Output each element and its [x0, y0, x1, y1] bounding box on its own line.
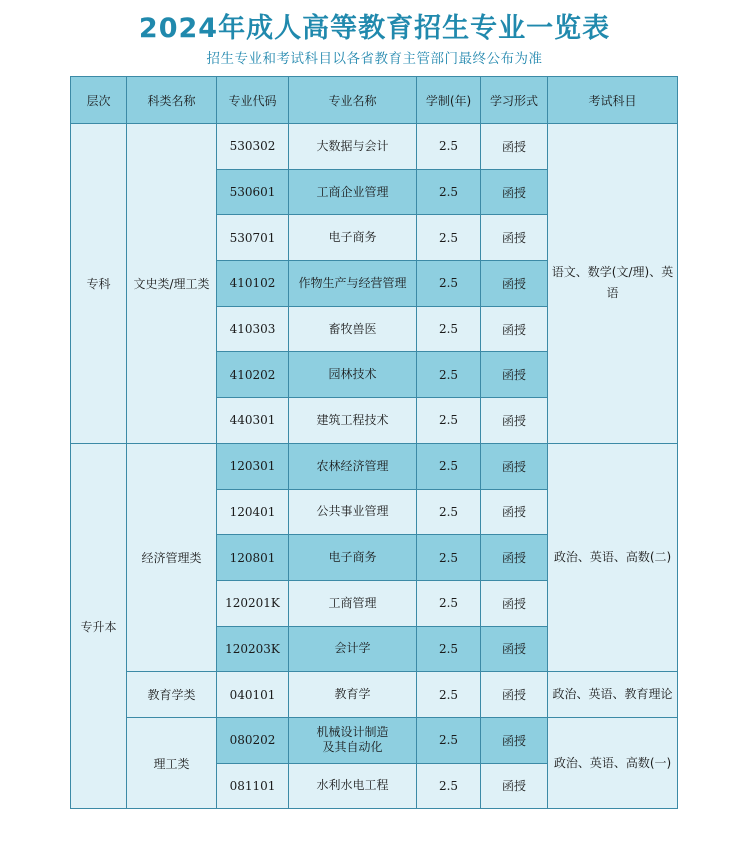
- page-subtitle: 招生专业和考试科目以各省教育主管部门最终公布为准: [206, 51, 543, 67]
- code-cell: 120801: [217, 535, 289, 581]
- subjects-cell: 语文、数学(文/理)、英语: [548, 124, 678, 444]
- major-cell: 电子商务: [289, 215, 417, 261]
- years-cell: 2.5: [417, 672, 481, 718]
- form-cell: 函授: [481, 443, 548, 489]
- major-cell: 园林技术: [289, 352, 417, 398]
- header-level: 层次: [71, 77, 127, 124]
- form-cell: 函授: [481, 763, 548, 809]
- major-cell: 农林经济管理: [289, 443, 417, 489]
- form-cell: 函授: [481, 489, 548, 535]
- code-cell: 120201K: [217, 580, 289, 626]
- years-cell: 2.5: [417, 535, 481, 581]
- years-cell: 2.5: [417, 352, 481, 398]
- years-cell: 2.5: [417, 215, 481, 261]
- header-category: 科类名称: [127, 77, 217, 124]
- years-cell: 2.5: [417, 626, 481, 672]
- years-cell: 2.5: [417, 763, 481, 809]
- category-cell: 经济管理类: [127, 443, 217, 671]
- form-cell: 函授: [481, 352, 548, 398]
- years-cell: 2.5: [417, 261, 481, 307]
- major-cell: 教育学: [289, 672, 417, 718]
- years-cell: 2.5: [417, 124, 481, 170]
- code-cell: 120401: [217, 489, 289, 535]
- header-form: 学习形式: [481, 77, 548, 124]
- category-cell: 理工类: [127, 717, 217, 808]
- header-major: 专业名称: [289, 77, 417, 124]
- form-cell: 函授: [481, 626, 548, 672]
- code-cell: 530601: [217, 169, 289, 215]
- form-cell: 函授: [481, 261, 548, 307]
- header-code: 专业代码: [217, 77, 289, 124]
- majors-table: [70, 76, 678, 809]
- major-cell: 工商管理: [289, 580, 417, 626]
- header-years: 学制(年): [417, 77, 481, 124]
- form-cell: 函授: [481, 398, 548, 444]
- table-row: [71, 717, 678, 763]
- code-cell: 410102: [217, 261, 289, 307]
- subjects-cell: 政治、英语、高数(一): [548, 717, 678, 808]
- major-cell: 作物生产与经营管理: [289, 261, 417, 307]
- table-header-row: [71, 77, 678, 124]
- form-cell: 函授: [481, 169, 548, 215]
- years-cell: 2.5: [417, 717, 481, 763]
- form-cell: 函授: [481, 535, 548, 581]
- table-row: [71, 443, 678, 489]
- major-cell: 电子商务: [289, 535, 417, 581]
- form-cell: 函授: [481, 306, 548, 352]
- table-row: [71, 124, 678, 170]
- code-cell: 530701: [217, 215, 289, 261]
- header-subjects: 考试科目: [548, 77, 678, 124]
- major-cell: 水利水电工程: [289, 763, 417, 809]
- form-cell: 函授: [481, 717, 548, 763]
- code-cell: 081101: [217, 763, 289, 809]
- years-cell: 2.5: [417, 398, 481, 444]
- years-cell: 2.5: [417, 169, 481, 215]
- code-cell: 410303: [217, 306, 289, 352]
- form-cell: 函授: [481, 215, 548, 261]
- code-cell: 440301: [217, 398, 289, 444]
- code-cell: 080202: [217, 717, 289, 763]
- table-row: [71, 672, 678, 718]
- form-cell: 函授: [481, 672, 548, 718]
- level-cell: 专科: [71, 124, 127, 444]
- subjects-cell: 政治、英语、高数(二): [548, 443, 678, 671]
- code-cell: 120203K: [217, 626, 289, 672]
- major-cell: 大数据与会计: [289, 124, 417, 170]
- years-cell: 2.5: [417, 489, 481, 535]
- major-cell: 畜牧兽医: [289, 306, 417, 352]
- years-cell: 2.5: [417, 443, 481, 489]
- major-cell: 机械设计制造 及其自动化: [289, 717, 417, 763]
- major-cell: 会计学: [289, 626, 417, 672]
- code-cell: 410202: [217, 352, 289, 398]
- code-cell: 040101: [217, 672, 289, 718]
- form-cell: 函授: [481, 124, 548, 170]
- form-cell: 函授: [481, 580, 548, 626]
- category-cell: 教育学类: [127, 672, 217, 718]
- category-cell: 文史类/理工类: [127, 124, 217, 444]
- subjects-cell: 政治、英语、教育理论: [548, 672, 678, 718]
- code-cell: 120301: [217, 443, 289, 489]
- level-cell: 专升本: [71, 443, 127, 809]
- code-cell: 530302: [217, 124, 289, 170]
- major-cell: 工商企业管理: [289, 169, 417, 215]
- years-cell: 2.5: [417, 306, 481, 352]
- major-cell: 公共事业管理: [289, 489, 417, 535]
- years-cell: 2.5: [417, 580, 481, 626]
- major-cell: 建筑工程技术: [289, 398, 417, 444]
- page-title: 2024年成人高等教育招生专业一览表: [138, 13, 611, 44]
